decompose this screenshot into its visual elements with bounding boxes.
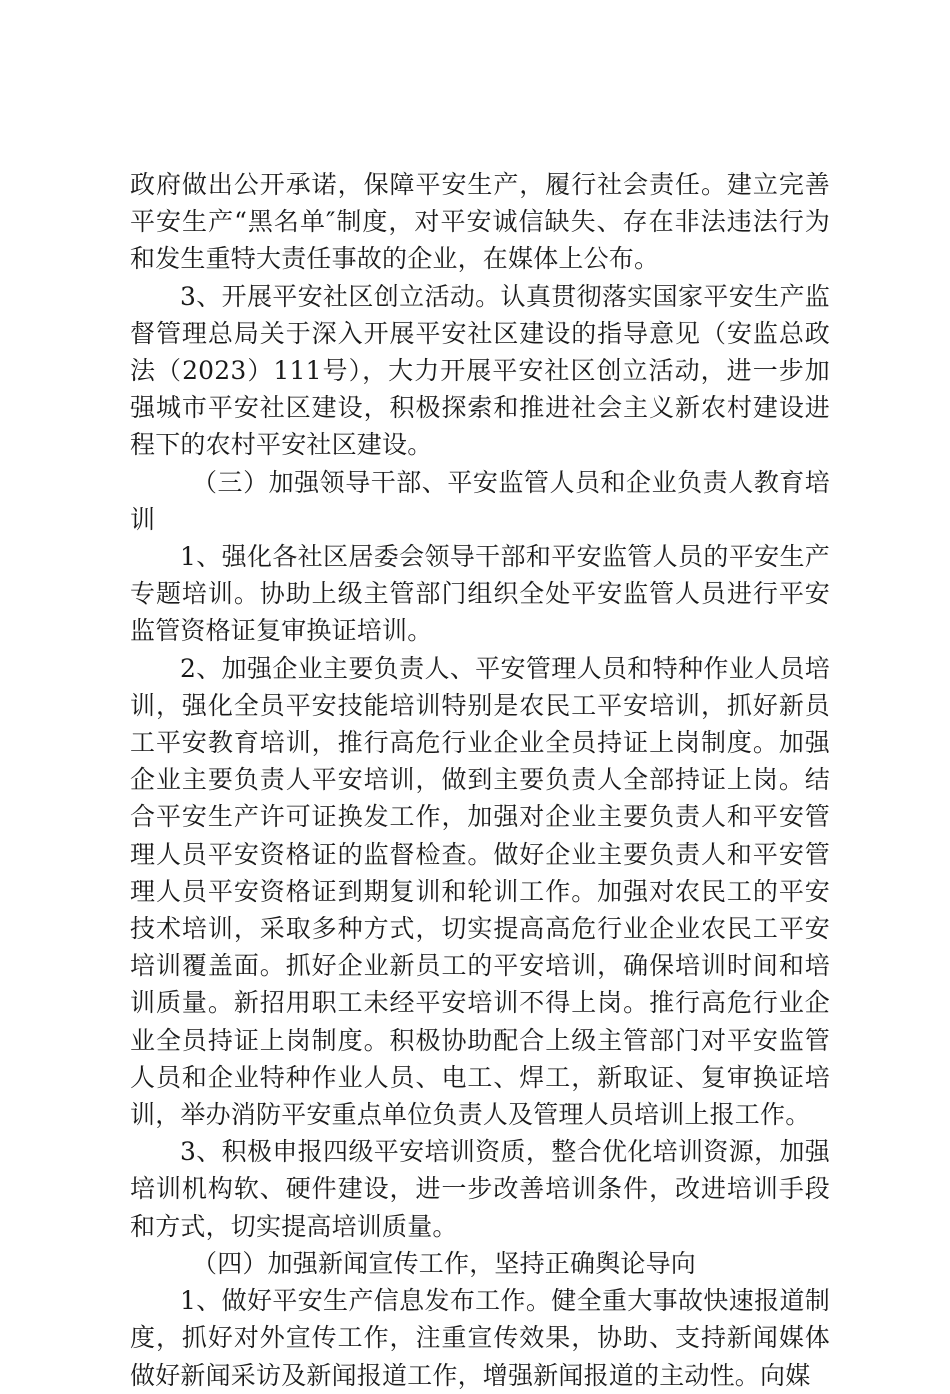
- paragraph-item-2-enterprise-training: 2、加强企业主要负责人、平安管理人员和特种作业人员培训，强化全员平安技能培训特别是农民工平安培训，抓好新员工平安教育培训，推行高危行业企业全员持证上岗制度。加强企业主要负责人平安培训，做到主要负责人全部持证上岗。结合平安生产许可证换发工作，加强对企业主要负责人和平安管理人员平安资格证的监督检查。做好企业主要负责人和平安管理人员平安资格证到期复训和轮训工作。加强对农民工的平安技术培训，采取多种方式，切实提高高危行业企业农民工平安培训覆盖面。抓好企业新员工的平安培训，确保培训时间和培训质量。新招用职工未经平安培训不得上岗。推行高危行业企业全员持证上岗制度。积极协助配合上级主管部门对平安监管人员和企业特种作业人员、电工、焊工，新取证、复审换证培训，举办消防平安重点单位负责人及管理人员培训上报工作。: [130, 653, 830, 1130]
- paragraph-item-3-safe-community: 3、开展平安社区创立活动。认真贯彻落实国家平安生产监督管理总局关于深入开展平安社区建设的指导意见（安监总政法（2023）111号），大力开展平安社区创立活动，进一步加强城市平安社区建设，积极探索和推进社会主义新农村建设进程下的农村平安社区建设。: [130, 281, 830, 460]
- document-page: [130, 166, 830, 1394]
- section-heading-4-publicity: （四）加强新闻宣传工作，坚持正确舆论导向: [192, 1248, 697, 1278]
- paragraph-continuation: 政府做出公开承诺，保障平安生产，履行社会责任。建立完善平安生产“黑名单″制度，对平安诚信缺失、存在非法违法行为和发生重特大责任事故的企业，在媒体上公布。: [130, 170, 830, 274]
- section-heading-3-training: （三）加强领导干部、平安监管人员和企业负责人教育培训: [130, 467, 830, 534]
- paragraph-item-3-training-qualification: 3、积极申报四级平安培训资质，整合优化培训资源，加强培训机构软、硬件建设，进一步改善培训条件，改进培训手段和方式，切实提高培训质量。: [130, 1137, 830, 1241]
- paragraph-item-1-information-release: 1、做好平安生产信息发布工作。健全重大事故快速报道制度，抓好对外宣传工作，注重宣传效果，协助、支持新闻媒体做好新闻采访及新闻报道工作，增强新闻报道的主动性。向媒: [130, 1286, 830, 1390]
- paragraph-item-1-cadre-training: 1、强化各社区居委会领导干部和平安监管人员的平安生产专题培训。协助上级主管部门组织全处平安监管人员进行平安监管资格证复审换证培训。: [130, 542, 830, 646]
